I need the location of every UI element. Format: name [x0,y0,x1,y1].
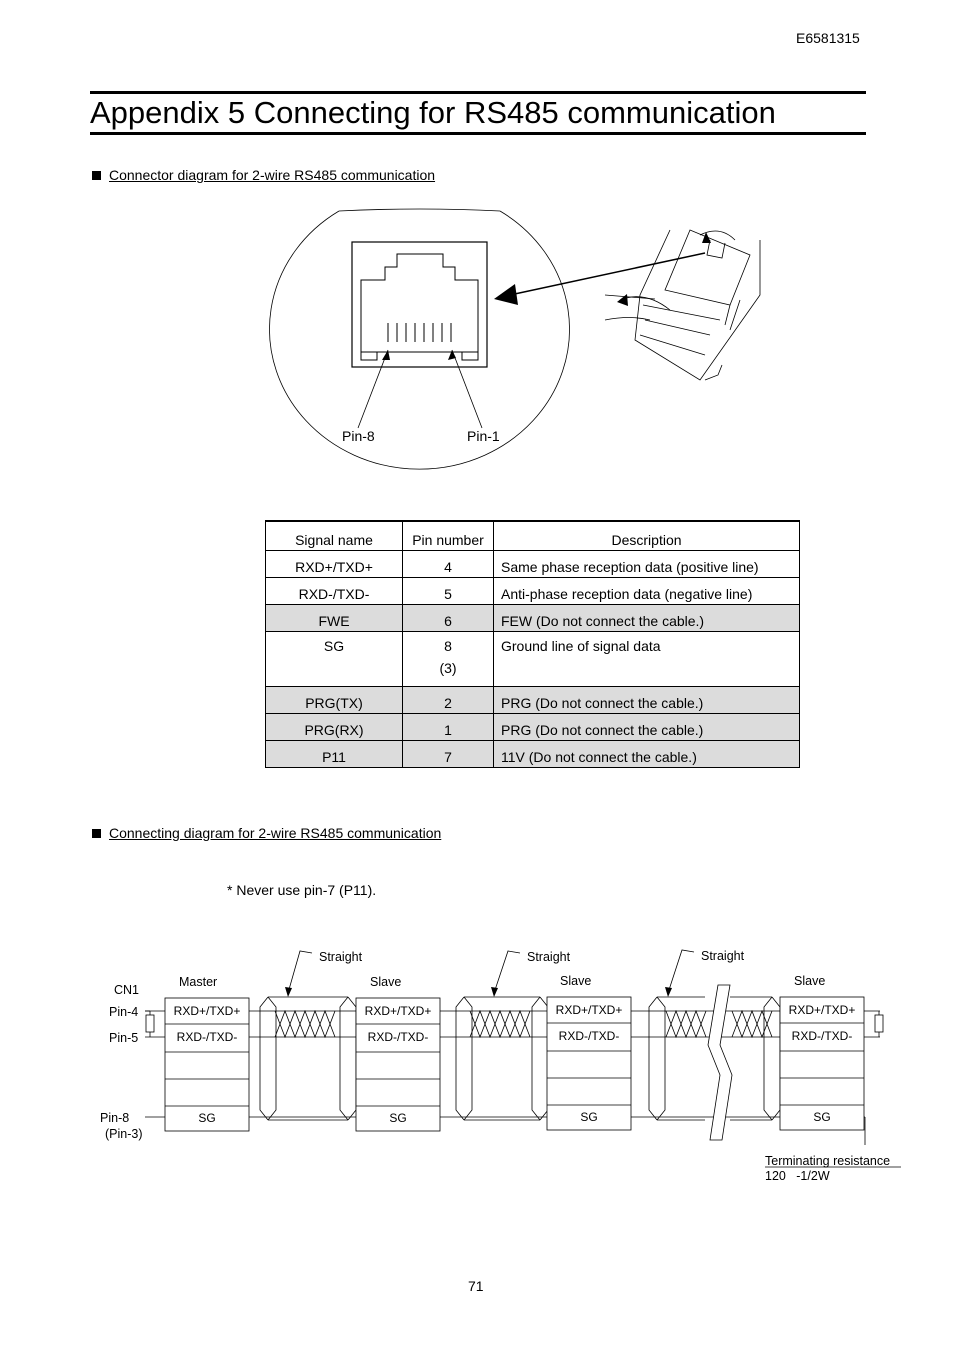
signal-name-cell: RXD-/TXD- [266,578,403,605]
pin-number-cell [403,714,494,741]
master-label: Master [179,975,218,989]
warning-note: * Never use pin-7 (P11). [227,882,377,898]
section-heading-text: Connecting diagram for 2-wire RS485 communication [109,825,442,841]
description-cell: PRG (Do not connect the cable.) [494,687,800,714]
master-sg: SG [198,1111,216,1125]
slave-label-1: Slave [370,975,402,989]
pin-number: 1 [444,722,452,738]
description-cell: Same phase reception data (positive line) [494,551,800,578]
pin-number-cell [403,632,494,687]
slave2-rxd-minus: RXD-/TXD- [558,1029,620,1043]
pin-number: 6 [444,613,452,629]
section-heading-wiring [92,825,441,841]
pin-5-label: Pin-5 [109,1031,139,1045]
cable-label-1: Straight [319,950,363,964]
signal-name-cell: PRG(TX) [266,687,403,714]
signal-table [265,520,800,768]
page-number: 71 [468,1278,484,1294]
title-rule-bottom [90,132,866,135]
page-title: Appendix 5 Connecting for RS485 communication [90,95,776,130]
table-row [266,632,800,687]
document-code: E6581315 [796,30,860,46]
signal-name-cell: P11 [266,741,403,768]
signal-name-cell: SG [266,632,403,687]
pin-4-label: Pin-4 [109,1005,139,1019]
table-row [266,578,800,605]
description-cell: 11V (Do not connect the cable.) [494,741,800,768]
pin-number-cell [403,605,494,632]
master-rxd-plus: RXD+/TXD+ [173,1004,241,1018]
square-bullet-icon [92,829,101,838]
square-bullet-icon [92,171,101,180]
pin-3-wiring-label: (Pin-3) [105,1127,143,1141]
cable-label-2: Straight [527,950,571,964]
rj45-jack-opening [361,254,478,352]
pin-1-label: Pin-1 [467,428,500,444]
led-right [462,352,478,360]
description-cell: FEW (Do not connect the cable.) [494,605,800,632]
slave1-rxd-plus: RXD+/TXD+ [364,1004,432,1018]
section-heading-connector [92,167,435,183]
pin-number-cell [403,741,494,768]
device-box-rows [165,1023,864,1106]
terminating-resistance-label: Terminating resistance [765,1154,891,1168]
rj45-jack-outline [352,242,487,367]
twisted-pairs [275,1011,772,1037]
slave3-rxd-plus: RXD+/TXD+ [788,1003,856,1017]
magnifier-circle-top [339,209,500,211]
slave1-sg: SG [389,1111,407,1125]
table-row [266,605,800,632]
pin-number: 4 [444,559,452,575]
terminating-resistor-right [875,1015,883,1032]
terminating-resistance-value: 120 -1/2W [765,1169,830,1183]
pin-8-label: Pin-8 [342,428,375,444]
cable-shields [260,997,780,1120]
pin-number: 5 [444,586,452,602]
signal-name-cell: FWE [266,605,403,632]
magnifier-circle [270,211,570,469]
description-cell: PRG (Do not connect the cable.) [494,714,800,741]
section-heading-text: Connector diagram for 2-wire RS485 communication [109,167,436,183]
led-left [361,352,377,360]
connector-diagram [260,195,780,500]
description-cell: Anti-phase reception data (negative line) [494,578,800,605]
terminating-resistor-left [146,1015,154,1032]
table-row [266,714,800,741]
master-rxd-minus: RXD-/TXD- [176,1030,238,1044]
slave-label-3: Slave [794,974,826,988]
slave1-rxd-minus: RXD-/TXD- [367,1030,429,1044]
pin-number-cell [403,687,494,714]
inverter-sketch [605,230,760,380]
pin-number-alt: (3) [439,660,457,676]
slave-label-2: Slave [560,974,592,988]
slave3-sg: SG [813,1110,831,1124]
pin-number-cell [403,578,494,605]
cn1-label: CN1 [114,983,140,997]
cable-label-3: Straight [701,949,745,963]
slave3-rxd-minus: RXD-/TXD- [791,1029,853,1043]
pin-number-cell [403,551,494,578]
device-boxes [165,997,864,1131]
pointer-arrow-icon [494,284,518,305]
title-rule-top [90,91,866,94]
pin-number: 7 [444,749,452,765]
pin-number: 8 [444,638,452,654]
pin-number: 2 [444,695,452,711]
pin-8-wiring-label: Pin-8 [100,1111,130,1125]
slave2-sg: SG [580,1110,598,1124]
description-cell: Ground line of signal data [494,632,800,687]
table-row [266,741,800,768]
header-description: Description [494,521,800,551]
table-row [266,687,800,714]
header-pin-number: Pin number [403,521,494,551]
rj45-contacts [388,323,451,342]
table-body [266,551,800,768]
signal-name-cell: PRG(RX) [266,714,403,741]
table-row [266,551,800,578]
signal-name-cell: RXD+/TXD+ [266,551,403,578]
header-signal-name: Signal name [266,521,403,551]
table-header-row [266,521,800,551]
slave2-rxd-plus: RXD+/TXD+ [555,1003,623,1017]
wiring-diagram [90,935,910,1200]
